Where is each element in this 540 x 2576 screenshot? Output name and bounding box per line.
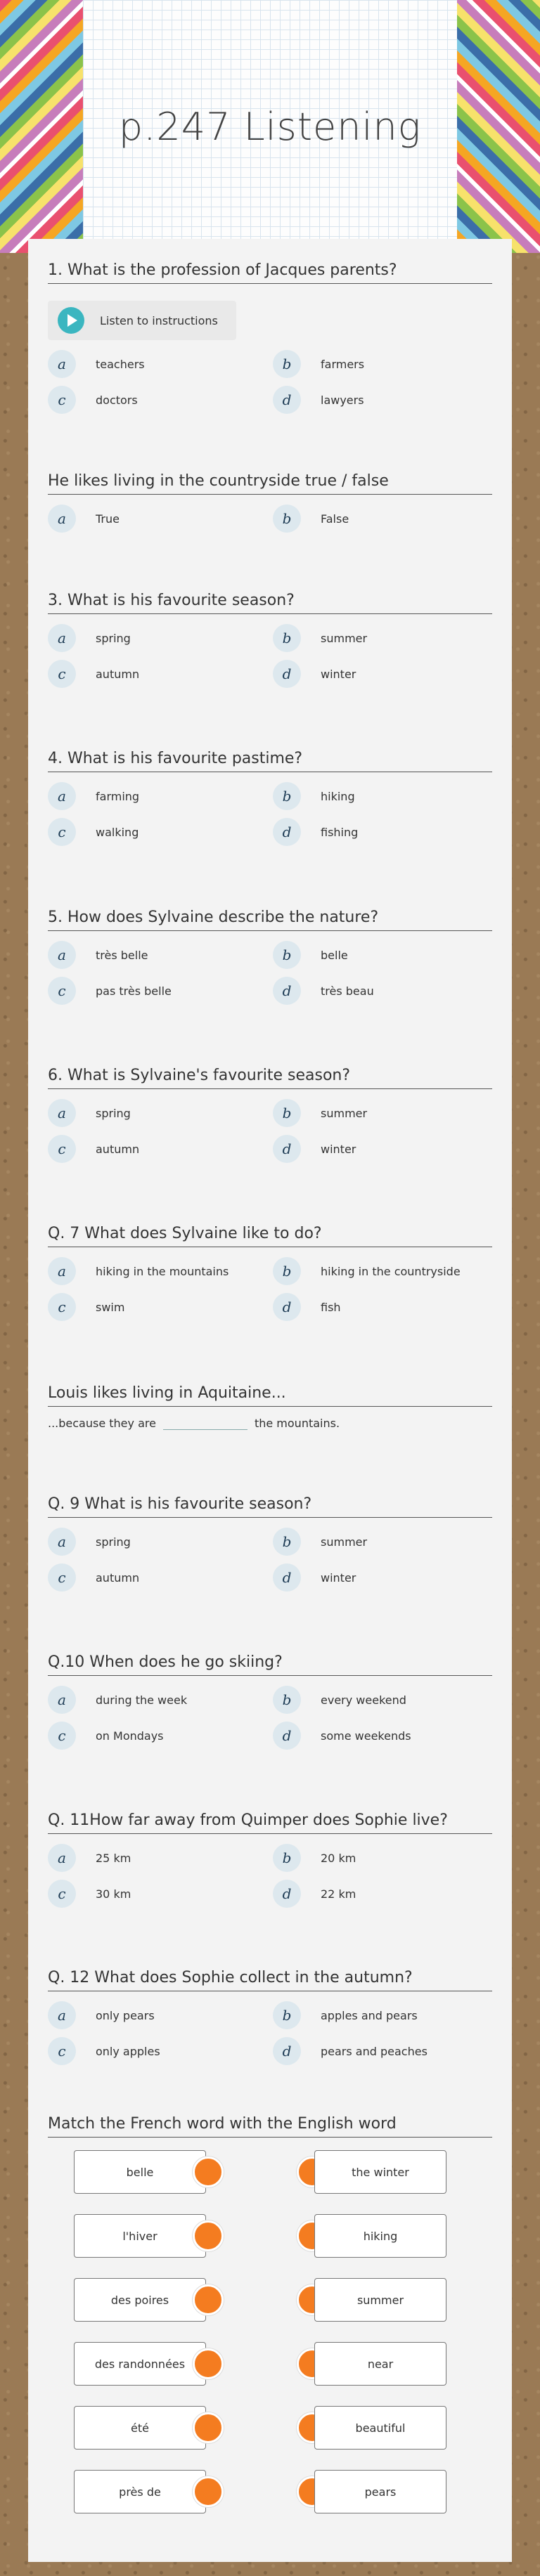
- option-b[interactable]: [273, 1528, 484, 1556]
- answer-options: [48, 782, 492, 854]
- option-d[interactable]: [273, 1135, 484, 1163]
- match-left-connector-3[interactable]: [193, 2284, 224, 2315]
- option-b[interactable]: [273, 1686, 484, 1714]
- option-d[interactable]: [273, 977, 484, 1005]
- option-b[interactable]: [273, 350, 484, 378]
- option-letter-c: c: [48, 2037, 76, 2065]
- option-letter-d: d: [273, 2037, 301, 2065]
- match-left-label: été: [131, 2421, 149, 2435]
- option-letter-c: c: [48, 660, 76, 688]
- option-letter-b: b: [273, 624, 301, 652]
- match-left-connector-1[interactable]: [193, 2157, 224, 2187]
- option-a[interactable]: [48, 941, 259, 969]
- option-letter-a: a: [48, 1844, 76, 1872]
- option-label: pears and peaches: [321, 2044, 428, 2058]
- option-label: summer: [321, 1106, 368, 1120]
- option-letter-b: b: [273, 350, 301, 378]
- option-label: winter: [321, 1142, 356, 1156]
- option-label: spring: [96, 1106, 131, 1120]
- page-title: p.247 Listening: [118, 104, 422, 149]
- option-a[interactable]: [48, 624, 259, 652]
- answer-options: [48, 1528, 492, 1599]
- match-left-label: l'hiver: [122, 2229, 158, 2243]
- option-label: très beau: [321, 984, 374, 998]
- option-letter-a: a: [48, 782, 76, 810]
- quiz-card: [28, 239, 512, 2562]
- match-right-label: beautiful: [355, 2421, 406, 2435]
- option-label: during the week: [96, 1693, 188, 1707]
- option-a[interactable]: [48, 1686, 259, 1714]
- question-2: [48, 472, 492, 540]
- option-a[interactable]: [48, 505, 259, 533]
- option-label: doctors: [96, 393, 138, 407]
- match-right-3[interactable]: [314, 2278, 446, 2322]
- option-d[interactable]: [273, 660, 484, 688]
- question-11: [48, 1811, 492, 1915]
- option-label: 25 km: [96, 1851, 131, 1865]
- match-left-2[interactable]: [74, 2214, 206, 2258]
- option-letter-a: a: [48, 2001, 76, 2029]
- option-letter-b: b: [273, 1844, 301, 1872]
- option-label: some weekends: [321, 1729, 411, 1743]
- option-label: winter: [321, 667, 356, 681]
- option-a[interactable]: [48, 782, 259, 810]
- option-letter-d: d: [273, 1880, 301, 1908]
- option-d[interactable]: [273, 2037, 484, 2065]
- match-left-label: des randonnées: [94, 2357, 186, 2371]
- option-a[interactable]: [48, 1099, 259, 1127]
- option-c[interactable]: [48, 1880, 259, 1908]
- question-7: [48, 1225, 492, 1329]
- option-c[interactable]: [48, 1135, 259, 1163]
- option-label: autumn: [96, 1142, 140, 1156]
- option-c[interactable]: [48, 660, 259, 688]
- option-label: 30 km: [96, 1887, 131, 1901]
- fill-in-sentence: [48, 1417, 492, 1430]
- option-letter-a: a: [48, 1257, 76, 1285]
- option-letter-b: b: [273, 941, 301, 969]
- question-title: Q. 11How far away from Quimper does Sophie live?: [48, 1811, 492, 1834]
- question-3: [48, 592, 492, 696]
- option-letter-d: d: [273, 1293, 301, 1321]
- question-title: Louis likes living in Aquitaine...: [48, 1384, 492, 1407]
- option-label: autumn: [96, 1570, 140, 1585]
- option-d[interactable]: [273, 1880, 484, 1908]
- page-header: [83, 0, 457, 253]
- matching-title: Match the French word with the English word: [48, 2115, 492, 2138]
- match-left-label: près de: [119, 2485, 161, 2499]
- question-9: [48, 1495, 492, 1599]
- option-letter-b: b: [273, 1686, 301, 1714]
- option-letter-b: b: [273, 505, 301, 533]
- option-label: farmers: [321, 357, 365, 371]
- option-letter-a: a: [48, 350, 76, 378]
- option-label: summer: [321, 631, 368, 645]
- option-label: only apples: [96, 2044, 160, 2058]
- question-title: 3. What is his favourite season?: [48, 592, 492, 614]
- match-left-5[interactable]: [74, 2406, 206, 2450]
- option-letter-b: b: [273, 1257, 301, 1285]
- option-letter-d: d: [273, 977, 301, 1005]
- option-label: 20 km: [321, 1851, 356, 1865]
- option-a[interactable]: [48, 350, 259, 378]
- option-letter-c: c: [48, 818, 76, 846]
- option-label: spring: [96, 631, 131, 645]
- question-title: 5. How does Sylvaine describe the nature?: [48, 909, 492, 931]
- match-left-label: des poires: [110, 2293, 169, 2307]
- decorative-pattern-left: [0, 0, 83, 253]
- answer-options: [48, 2001, 492, 2073]
- option-letter-c: c: [48, 1722, 76, 1750]
- answer-options: [48, 505, 492, 540]
- option-letter-d: d: [273, 818, 301, 846]
- option-letter-b: b: [273, 2001, 301, 2029]
- option-a[interactable]: [48, 2001, 259, 2029]
- answer-options: [48, 1099, 492, 1171]
- match-right-6[interactable]: [314, 2470, 446, 2513]
- option-letter-a: a: [48, 624, 76, 652]
- option-a[interactable]: [48, 1257, 259, 1285]
- option-b[interactable]: [273, 624, 484, 652]
- option-label: summer: [321, 1535, 368, 1549]
- question-5: [48, 909, 492, 1013]
- option-letter-c: c: [48, 386, 76, 414]
- option-label: on Mondays: [96, 1729, 164, 1743]
- option-c[interactable]: [48, 386, 259, 414]
- option-letter-d: d: [273, 660, 301, 688]
- question-title: Q. 7 What does Sylvaine like to do?: [48, 1225, 492, 1247]
- option-letter-a: a: [48, 1528, 76, 1556]
- option-a[interactable]: [48, 1844, 259, 1872]
- option-letter-a: a: [48, 1686, 76, 1714]
- option-letter-c: c: [48, 1563, 76, 1592]
- option-label: walking: [96, 825, 139, 839]
- option-label: hiking in the countryside: [321, 1264, 461, 1278]
- option-label: autumn: [96, 667, 140, 681]
- listen-instructions-button[interactable]: [48, 301, 236, 340]
- play-icon: [58, 307, 84, 334]
- answer-options: [48, 1257, 492, 1329]
- option-b[interactable]: [273, 1099, 484, 1127]
- fill-blank-input[interactable]: [163, 1417, 248, 1430]
- option-label: hiking in the mountains: [96, 1264, 229, 1278]
- option-letter-a: a: [48, 941, 76, 969]
- option-letter-a: a: [48, 505, 76, 533]
- match-left-connector-6[interactable]: [193, 2476, 224, 2507]
- decorative-pattern-right: [457, 0, 540, 253]
- option-letter-d: d: [273, 1563, 301, 1592]
- question-title: Q. 12 What does Sophie collect in the autumn?: [48, 1969, 492, 1991]
- option-label: hiking: [321, 789, 355, 803]
- option-label: winter: [321, 1570, 356, 1585]
- option-d[interactable]: [273, 818, 484, 846]
- question-title: 4. What is his favourite pastime?: [48, 750, 492, 772]
- option-label: only pears: [96, 2008, 155, 2022]
- option-label: fish: [321, 1300, 341, 1314]
- answer-options: [48, 624, 492, 696]
- question-title: 6. What is Sylvaine's favourite season?: [48, 1067, 492, 1089]
- match-right-label: the winter: [352, 2165, 409, 2179]
- match-right-label: hiking: [363, 2229, 398, 2243]
- option-d[interactable]: [273, 386, 484, 414]
- option-d[interactable]: [273, 1293, 484, 1321]
- match-left-connector-5[interactable]: [193, 2412, 224, 2443]
- option-label: spring: [96, 1535, 131, 1549]
- option-label: True: [96, 512, 120, 526]
- option-c[interactable]: [48, 1563, 259, 1592]
- question-6: [48, 1067, 492, 1171]
- option-letter-d: d: [273, 386, 301, 414]
- option-letter-a: a: [48, 1099, 76, 1127]
- option-b[interactable]: [273, 1257, 484, 1285]
- option-letter-d: d: [273, 1722, 301, 1750]
- option-label: swim: [96, 1300, 125, 1314]
- question-8: [48, 1384, 492, 1430]
- option-letter-c: c: [48, 1293, 76, 1321]
- answer-options: [48, 1686, 492, 1757]
- match-left-connector-2[interactable]: [193, 2220, 224, 2251]
- match-left-3[interactable]: [74, 2278, 206, 2322]
- question-12: [48, 1969, 492, 2073]
- option-label: très belle: [96, 948, 148, 962]
- match-left-label: belle: [126, 2165, 154, 2179]
- option-b[interactable]: [273, 941, 484, 969]
- option-b[interactable]: [273, 505, 484, 533]
- option-label: False: [321, 512, 349, 526]
- option-d[interactable]: [273, 1722, 484, 1750]
- listen-instructions-label: Listen to instructions: [100, 313, 218, 327]
- question-title: 1. What is the profession of Jacques parents?: [48, 261, 492, 284]
- option-letter-c: c: [48, 977, 76, 1005]
- question-4: [48, 750, 492, 854]
- match-right-label: near: [367, 2357, 394, 2371]
- option-label: pas très belle: [96, 984, 172, 998]
- question-title: Q. 9 What is his favourite season?: [48, 1495, 492, 1518]
- option-label: fishing: [321, 825, 359, 839]
- option-b[interactable]: [273, 782, 484, 810]
- option-letter-d: d: [273, 1135, 301, 1163]
- match-right-5[interactable]: [314, 2406, 446, 2450]
- option-letter-c: c: [48, 1880, 76, 1908]
- match-left-connector-4[interactable]: [193, 2348, 224, 2379]
- answer-options: [48, 941, 492, 1013]
- option-label: teachers: [96, 357, 145, 371]
- match-right-1[interactable]: [314, 2150, 446, 2194]
- answer-options: [48, 350, 492, 422]
- option-label: belle: [321, 948, 348, 962]
- option-label: apples and pears: [321, 2008, 418, 2022]
- question-10: [48, 1653, 492, 1757]
- option-c[interactable]: [48, 2037, 259, 2065]
- match-left-6[interactable]: [74, 2470, 206, 2513]
- option-letter-c: c: [48, 1135, 76, 1163]
- answer-options: [48, 1844, 492, 1915]
- match-right-2[interactable]: [314, 2214, 446, 2258]
- option-letter-b: b: [273, 1099, 301, 1127]
- match-right-label: pears: [364, 2485, 397, 2499]
- option-letter-b: b: [273, 1528, 301, 1556]
- question-title: Q.10 When does he go skiing?: [48, 1653, 492, 1676]
- option-label: farming: [96, 789, 140, 803]
- option-c[interactable]: [48, 818, 259, 846]
- option-letter-b: b: [273, 782, 301, 810]
- option-a[interactable]: [48, 1528, 259, 1556]
- match-right-label: summer: [356, 2293, 404, 2307]
- option-c[interactable]: [48, 1293, 259, 1321]
- option-c[interactable]: [48, 977, 259, 1005]
- option-label: 22 km: [321, 1887, 356, 1901]
- matching-section: [48, 2115, 492, 2138]
- option-label: every weekend: [321, 1693, 406, 1707]
- option-b[interactable]: [273, 2001, 484, 2029]
- match-right-4[interactable]: [314, 2342, 446, 2386]
- match-left-1[interactable]: [74, 2150, 206, 2194]
- question-title: He likes living in the countryside true / false: [48, 472, 492, 495]
- option-label: lawyers: [321, 393, 364, 407]
- fill-before-text: ...because they are: [48, 1417, 156, 1430]
- option-c[interactable]: [48, 1722, 259, 1750]
- fill-after-text: the mountains.: [254, 1417, 340, 1430]
- option-d[interactable]: [273, 1563, 484, 1592]
- option-b[interactable]: [273, 1844, 484, 1872]
- question-1: [48, 261, 492, 422]
- match-left-4[interactable]: [74, 2342, 206, 2386]
